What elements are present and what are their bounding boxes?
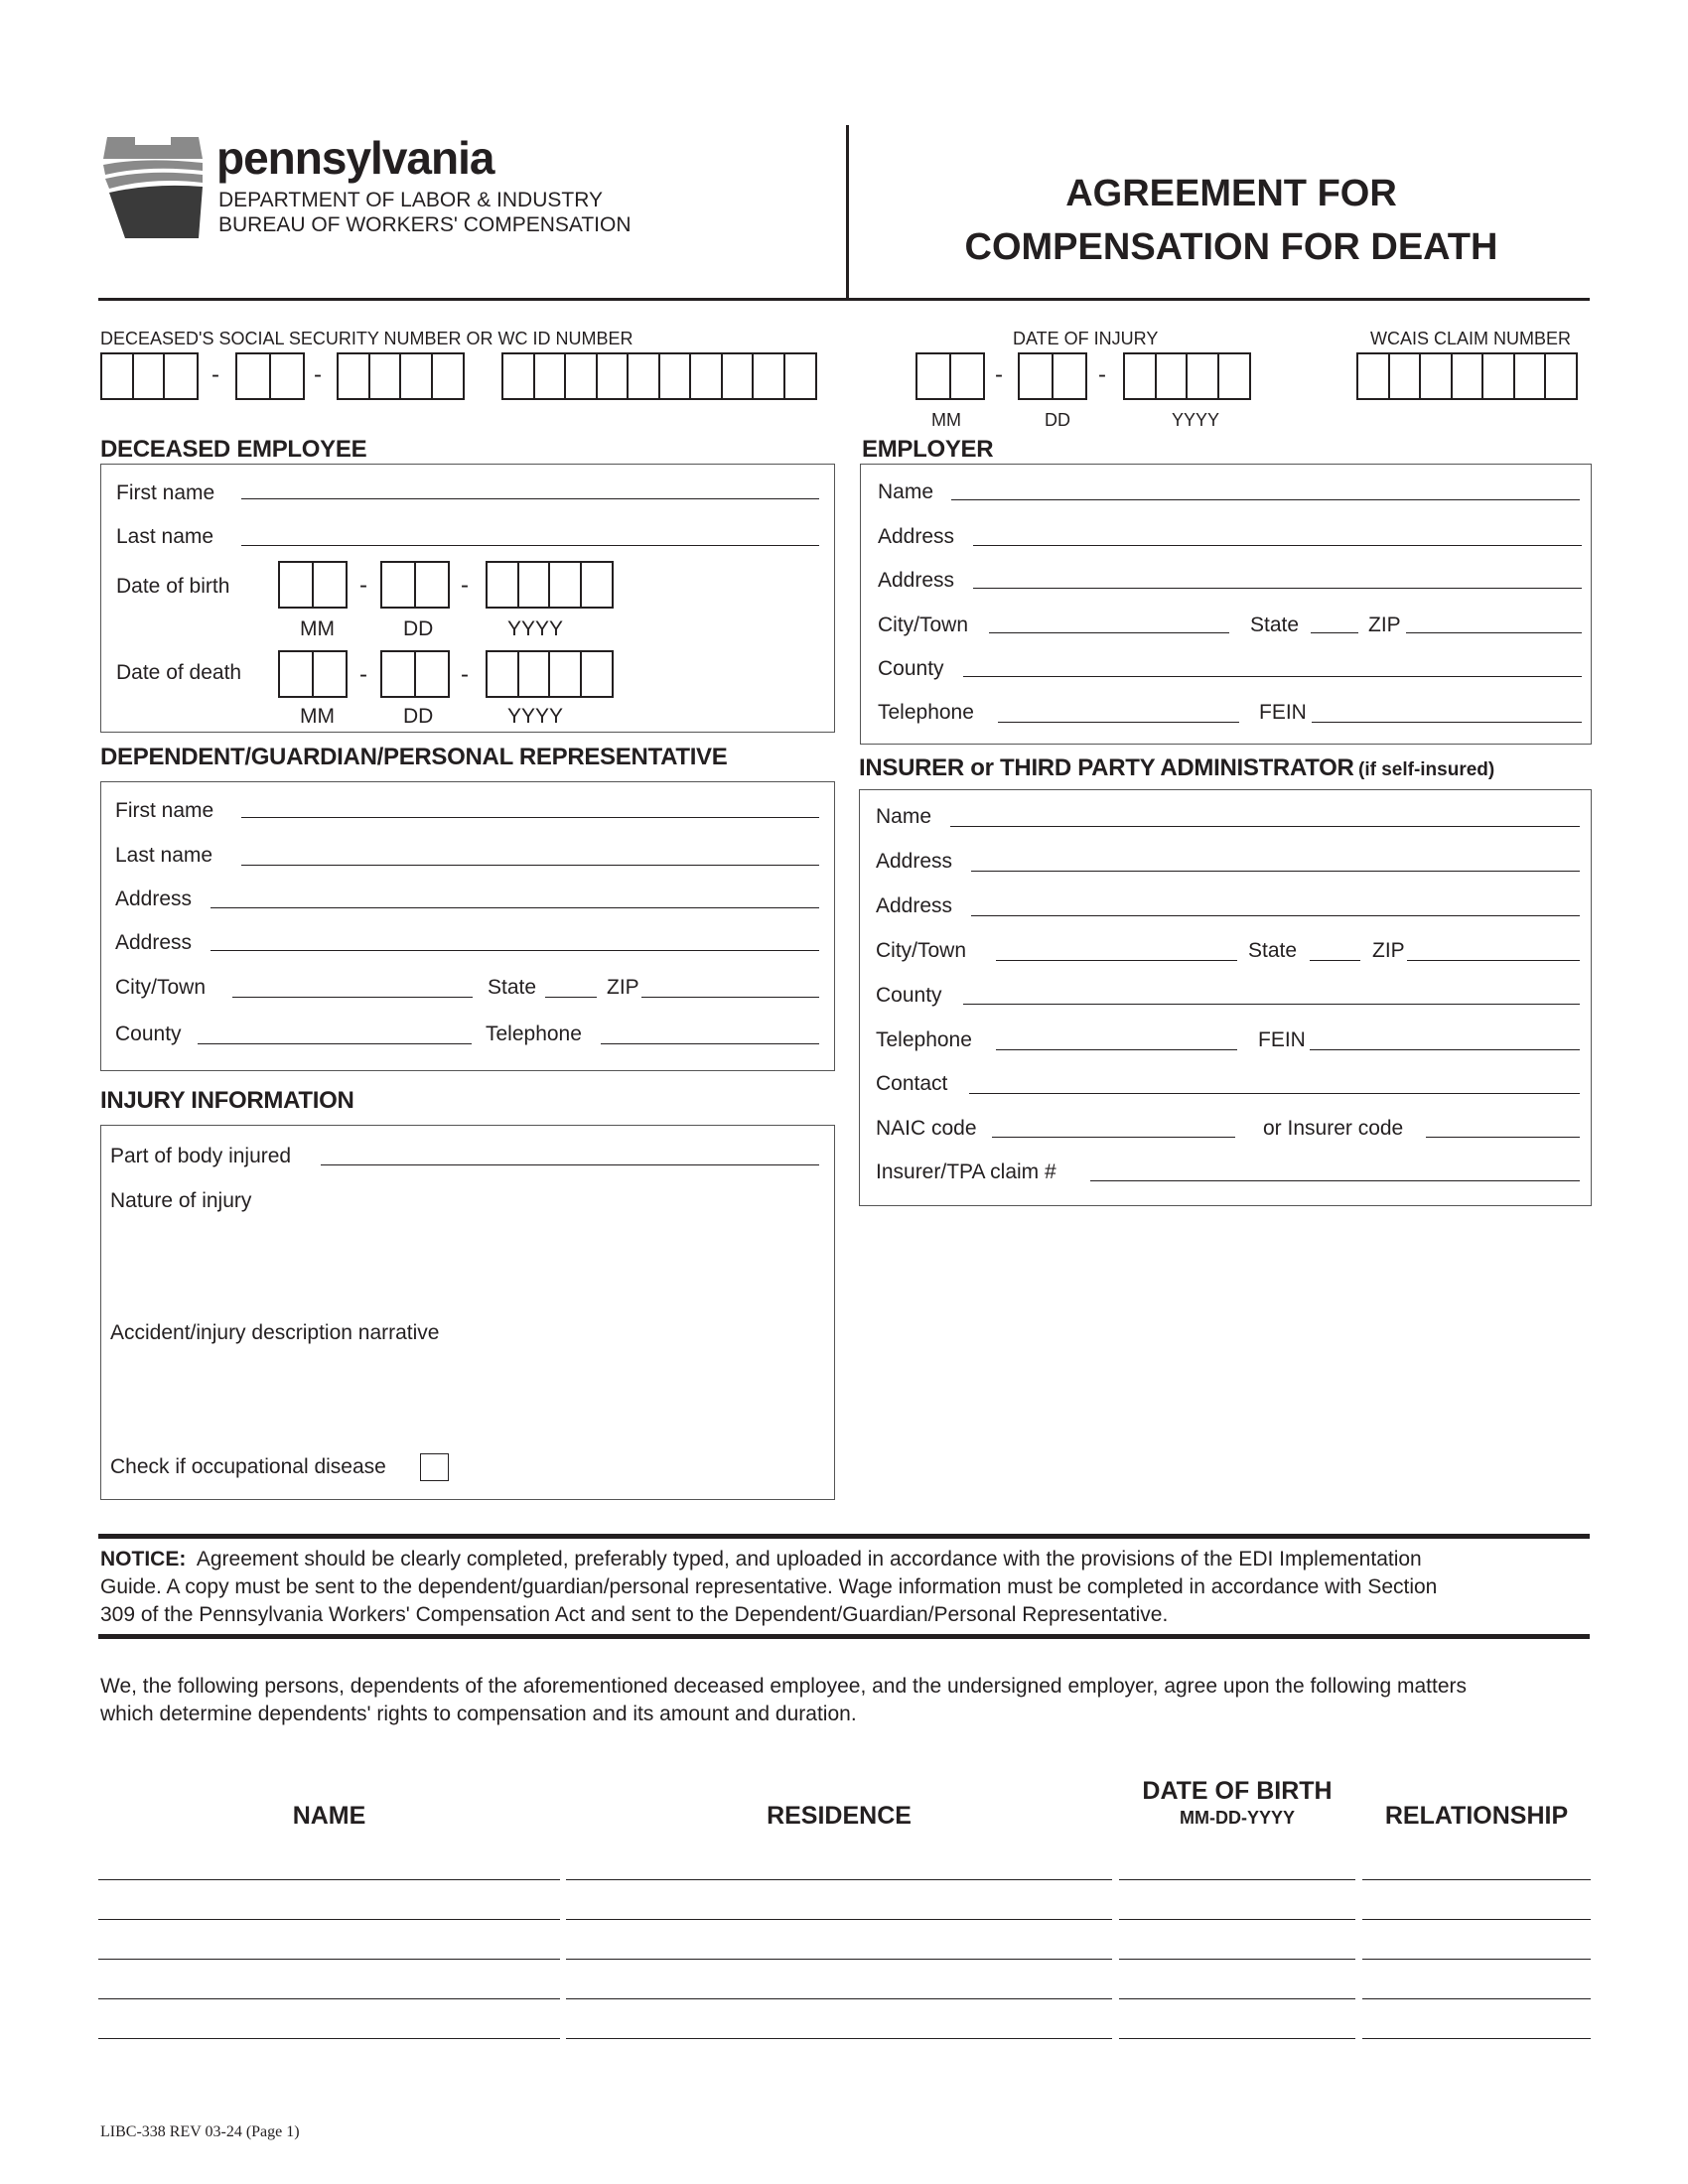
header-divider (846, 125, 849, 300)
deceased-section-title: DECEASED EMPLOYEE (100, 436, 367, 463)
row1-dob[interactable] (1119, 1879, 1355, 1880)
employer-name-label: Name (878, 480, 934, 503)
insurer-section-note: (if self-insured) (1358, 759, 1495, 780)
narrative-field[interactable] (110, 1350, 819, 1449)
employer-name-field[interactable] (951, 499, 1580, 500)
insurer-address2-field[interactable] (971, 915, 1580, 916)
insurer-contact-field[interactable] (969, 1093, 1580, 1094)
nature-of-injury-field[interactable] (110, 1217, 819, 1316)
dependent-telephone-field[interactable] (601, 1043, 819, 1044)
employer-state-label: State (1250, 614, 1300, 636)
insurer-address1-field[interactable] (971, 871, 1580, 872)
injury-section-title: INJURY INFORMATION (100, 1087, 354, 1114)
dod-mm-label: MM (300, 705, 335, 728)
employer-address2-label: Address (878, 569, 955, 592)
dob-label: Date of birth (116, 575, 230, 598)
dependent-county-field[interactable] (198, 1043, 472, 1044)
ssn-part3[interactable] (337, 352, 465, 400)
row5-dob[interactable] (1119, 2038, 1355, 2039)
insurer-city-label: City/Town (876, 939, 967, 962)
pa-keystone-logo (103, 137, 203, 238)
dod-mm[interactable] (278, 650, 348, 698)
dependent-state-field[interactable] (545, 997, 597, 998)
insurer-naic-label: NAIC code (876, 1117, 977, 1140)
deceased-first-name-label: First name (116, 481, 215, 504)
row1-name[interactable] (98, 1879, 560, 1880)
row3-name[interactable] (98, 1959, 560, 1960)
wcais-label: WCAIS CLAIM NUMBER (1370, 329, 1572, 348)
notice-line2: Guide. A copy must be sent to the dependent/guardian/personal representative. Wage information must be completed in accordance with Section (100, 1575, 1438, 1598)
employer-city-label: City/Town (878, 614, 969, 636)
doi-yyyy-label: YYYY (1172, 410, 1220, 430)
insurer-zip-label: ZIP (1372, 939, 1405, 962)
insurer-naic-field[interactable] (992, 1137, 1235, 1138)
dependent-zip-label: ZIP (607, 976, 639, 999)
wc-id-number[interactable] (501, 352, 817, 400)
table-header-residence: RESIDENCE (767, 1802, 912, 1830)
part-of-body-field[interactable] (321, 1164, 819, 1165)
ssn-dash2: - (314, 361, 322, 388)
notice-top-rule (98, 1534, 1590, 1539)
department-name: DEPARTMENT OF LABOR & INDUSTRY (218, 189, 604, 211)
table-header-relationship: RELATIONSHIP (1384, 1802, 1569, 1830)
row3-relationship[interactable] (1362, 1959, 1591, 1960)
employer-city-field[interactable] (989, 632, 1229, 633)
employer-fein-label: FEIN (1259, 701, 1307, 724)
ssn-part2[interactable] (235, 352, 305, 400)
employer-address1-field[interactable] (973, 545, 1582, 546)
insurer-name-label: Name (876, 805, 932, 828)
row2-name[interactable] (98, 1919, 560, 1920)
dependent-address1-label: Address (115, 887, 193, 910)
dod-dash2: - (461, 661, 469, 688)
row3-dob[interactable] (1119, 1959, 1355, 1960)
occupational-disease-label: Check if occupational disease (110, 1455, 386, 1478)
nature-of-injury-label: Nature of injury (110, 1189, 252, 1212)
employer-telephone-label: Telephone (878, 701, 974, 724)
insurer-box (859, 789, 1592, 1206)
doi-dash2: - (1098, 361, 1106, 388)
date-of-injury-label: DATE OF INJURY (1013, 329, 1159, 348)
employer-section-title: EMPLOYER (862, 436, 994, 463)
dod-label: Date of death (116, 661, 242, 684)
insurer-code-field[interactable] (1426, 1137, 1580, 1138)
insurer-county-label: County (876, 984, 942, 1007)
employer-state-field[interactable] (1311, 632, 1358, 633)
doi-mm-label: MM (931, 410, 961, 430)
insurer-city-field[interactable] (996, 960, 1237, 961)
dod-dash1: - (359, 661, 367, 688)
insurer-address1-label: Address (876, 850, 953, 873)
ssn-label: DECEASED'S SOCIAL SECURITY NUMBER OR WC ID NUMBER (100, 329, 633, 348)
notice-bottom-rule (98, 1634, 1590, 1639)
narrative-label: Accident/injury description narrative (110, 1321, 440, 1344)
dependent-last-name-field[interactable] (241, 865, 819, 866)
dependent-zip-field[interactable] (641, 997, 819, 998)
insurer-address2-label: Address (876, 894, 953, 917)
doi-dd-label: DD (1045, 410, 1070, 430)
dependent-city-field[interactable] (232, 997, 473, 998)
insurer-code-label: or Insurer code (1263, 1117, 1404, 1140)
dob-dash1: - (359, 572, 367, 599)
doi-dash1: - (995, 361, 1003, 388)
doi-yyyy[interactable] (1123, 352, 1251, 400)
dependent-first-name-label: First name (115, 799, 214, 822)
employer-zip-field[interactable] (1406, 632, 1582, 633)
occupational-disease-checkbox[interactable] (420, 1453, 449, 1481)
table-header-dob: DATE OF BIRTH (1142, 1777, 1333, 1805)
row3-residence[interactable] (566, 1959, 1112, 1960)
agreement-line1: We, the following persons, dependents of the aforementioned deceased employee, and the undersigned employer, agree upon the following matters (100, 1675, 1468, 1698)
dependent-box (100, 781, 835, 1071)
insurer-contact-label: Contact (876, 1072, 948, 1095)
row1-relationship[interactable] (1362, 1879, 1591, 1880)
table-header-name: NAME (292, 1802, 366, 1830)
form-id-footer: LIBC-338 REV 03-24 (Page 1) (100, 2123, 300, 2140)
form-title-line2: COMPENSATION FOR DEATH (964, 226, 1498, 268)
dob-dd-label: DD (403, 617, 434, 640)
notice-line1 (100, 1549, 1422, 1570)
row4-dob[interactable] (1119, 1998, 1355, 1999)
dependent-address2-label: Address (115, 931, 193, 954)
employer-address1-label: Address (878, 525, 955, 548)
insurer-claim-label: Insurer/TPA claim # (876, 1160, 1056, 1183)
employer-county-label: County (878, 657, 944, 680)
dob-mm-label: MM (300, 617, 335, 640)
deceased-last-name-label: Last name (116, 525, 214, 548)
bureau-name: BUREAU OF WORKERS' COMPENSATION (218, 213, 632, 236)
row2-dob[interactable] (1119, 1919, 1355, 1920)
employer-county-field[interactable] (963, 676, 1582, 677)
employer-telephone-field[interactable] (998, 722, 1239, 723)
doi-mm[interactable] (915, 352, 985, 400)
employer-fein-field[interactable] (1312, 722, 1582, 723)
ssn-dash1: - (211, 361, 219, 388)
row5-name[interactable] (98, 2038, 560, 2039)
dod-dd[interactable] (380, 650, 450, 698)
dependent-county-label: County (115, 1023, 182, 1045)
dob-dash2: - (461, 572, 469, 599)
dependent-last-name-label: Last name (115, 844, 213, 867)
dependent-city-label: City/Town (115, 976, 207, 999)
insurer-name-field[interactable] (950, 826, 1580, 827)
part-of-body-label: Part of body injured (110, 1145, 292, 1167)
insurer-section-title-wrap (859, 756, 1494, 780)
dob-yyyy[interactable] (486, 561, 614, 609)
insurer-telephone-label: Telephone (876, 1028, 972, 1051)
notice-text1: Agreement should be clearly completed, preferably typed, and uploaded in accordance with the provisions of the EDI Implementation (196, 1548, 1422, 1570)
insurer-telephone-field[interactable] (996, 1049, 1237, 1050)
employer-address2-field[interactable] (973, 588, 1582, 589)
row2-residence[interactable] (566, 1919, 1112, 1920)
row4-name[interactable] (98, 1998, 560, 1999)
dob-yyyy-label: YYYY (507, 617, 564, 640)
insurer-section-title: INSURER or THIRD PARTY ADMINISTRATOR (859, 754, 1354, 781)
insurer-state-field[interactable] (1310, 960, 1360, 961)
row4-relationship[interactable] (1362, 1998, 1591, 1999)
dod-dd-label: DD (403, 705, 434, 728)
row5-relationship[interactable] (1362, 2038, 1591, 2039)
dod-yyyy[interactable] (486, 650, 614, 698)
notice-line3: 309 of the Pennsylvania Workers' Compensation Act and sent to the Dependent/Guardian/Personal Representative. (100, 1603, 1169, 1626)
row4-residence[interactable] (566, 1998, 1112, 1999)
dod-yyyy-label: YYYY (507, 705, 564, 728)
dependent-address1-field[interactable] (211, 907, 819, 908)
dependent-state-label: State (488, 976, 537, 999)
table-header-dob-format: MM-DD-YYYY (1180, 1808, 1295, 1828)
insurer-claim-field[interactable] (1090, 1180, 1580, 1181)
insurer-county-field[interactable] (963, 1004, 1580, 1005)
dependent-address2-field[interactable] (211, 950, 819, 951)
header-rule (98, 298, 1590, 301)
row2-relationship[interactable] (1362, 1919, 1591, 1920)
deceased-last-name-field[interactable] (241, 545, 819, 546)
dob-dd[interactable] (380, 561, 450, 609)
doi-dd[interactable] (1018, 352, 1087, 400)
insurer-fein-label: FEIN (1258, 1028, 1306, 1051)
form-title-line1: AGREEMENT FOR (1065, 173, 1397, 214)
insurer-fein-field[interactable] (1310, 1049, 1580, 1050)
row1-residence[interactable] (566, 1879, 1112, 1880)
notice-label: NOTICE: (100, 1548, 187, 1570)
deceased-first-name-field[interactable] (241, 498, 819, 499)
dependent-first-name-field[interactable] (241, 817, 819, 818)
logo-wordmark: pennsylvania (216, 132, 494, 184)
insurer-zip-field[interactable] (1407, 960, 1580, 961)
dob-mm[interactable] (278, 561, 348, 609)
ssn-part1[interactable] (100, 352, 199, 400)
dependent-telephone-label: Telephone (486, 1023, 582, 1045)
row5-residence[interactable] (566, 2038, 1112, 2039)
employer-zip-label: ZIP (1368, 614, 1401, 636)
dependent-section-title: DEPENDENT/GUARDIAN/PERSONAL REPRESENTATIVE (100, 744, 728, 770)
insurer-state-label: State (1248, 939, 1298, 962)
agreement-line2: which determine dependents' rights to compensation and its amount and duration. (100, 1703, 857, 1725)
wcais-claim-number[interactable] (1356, 352, 1578, 400)
